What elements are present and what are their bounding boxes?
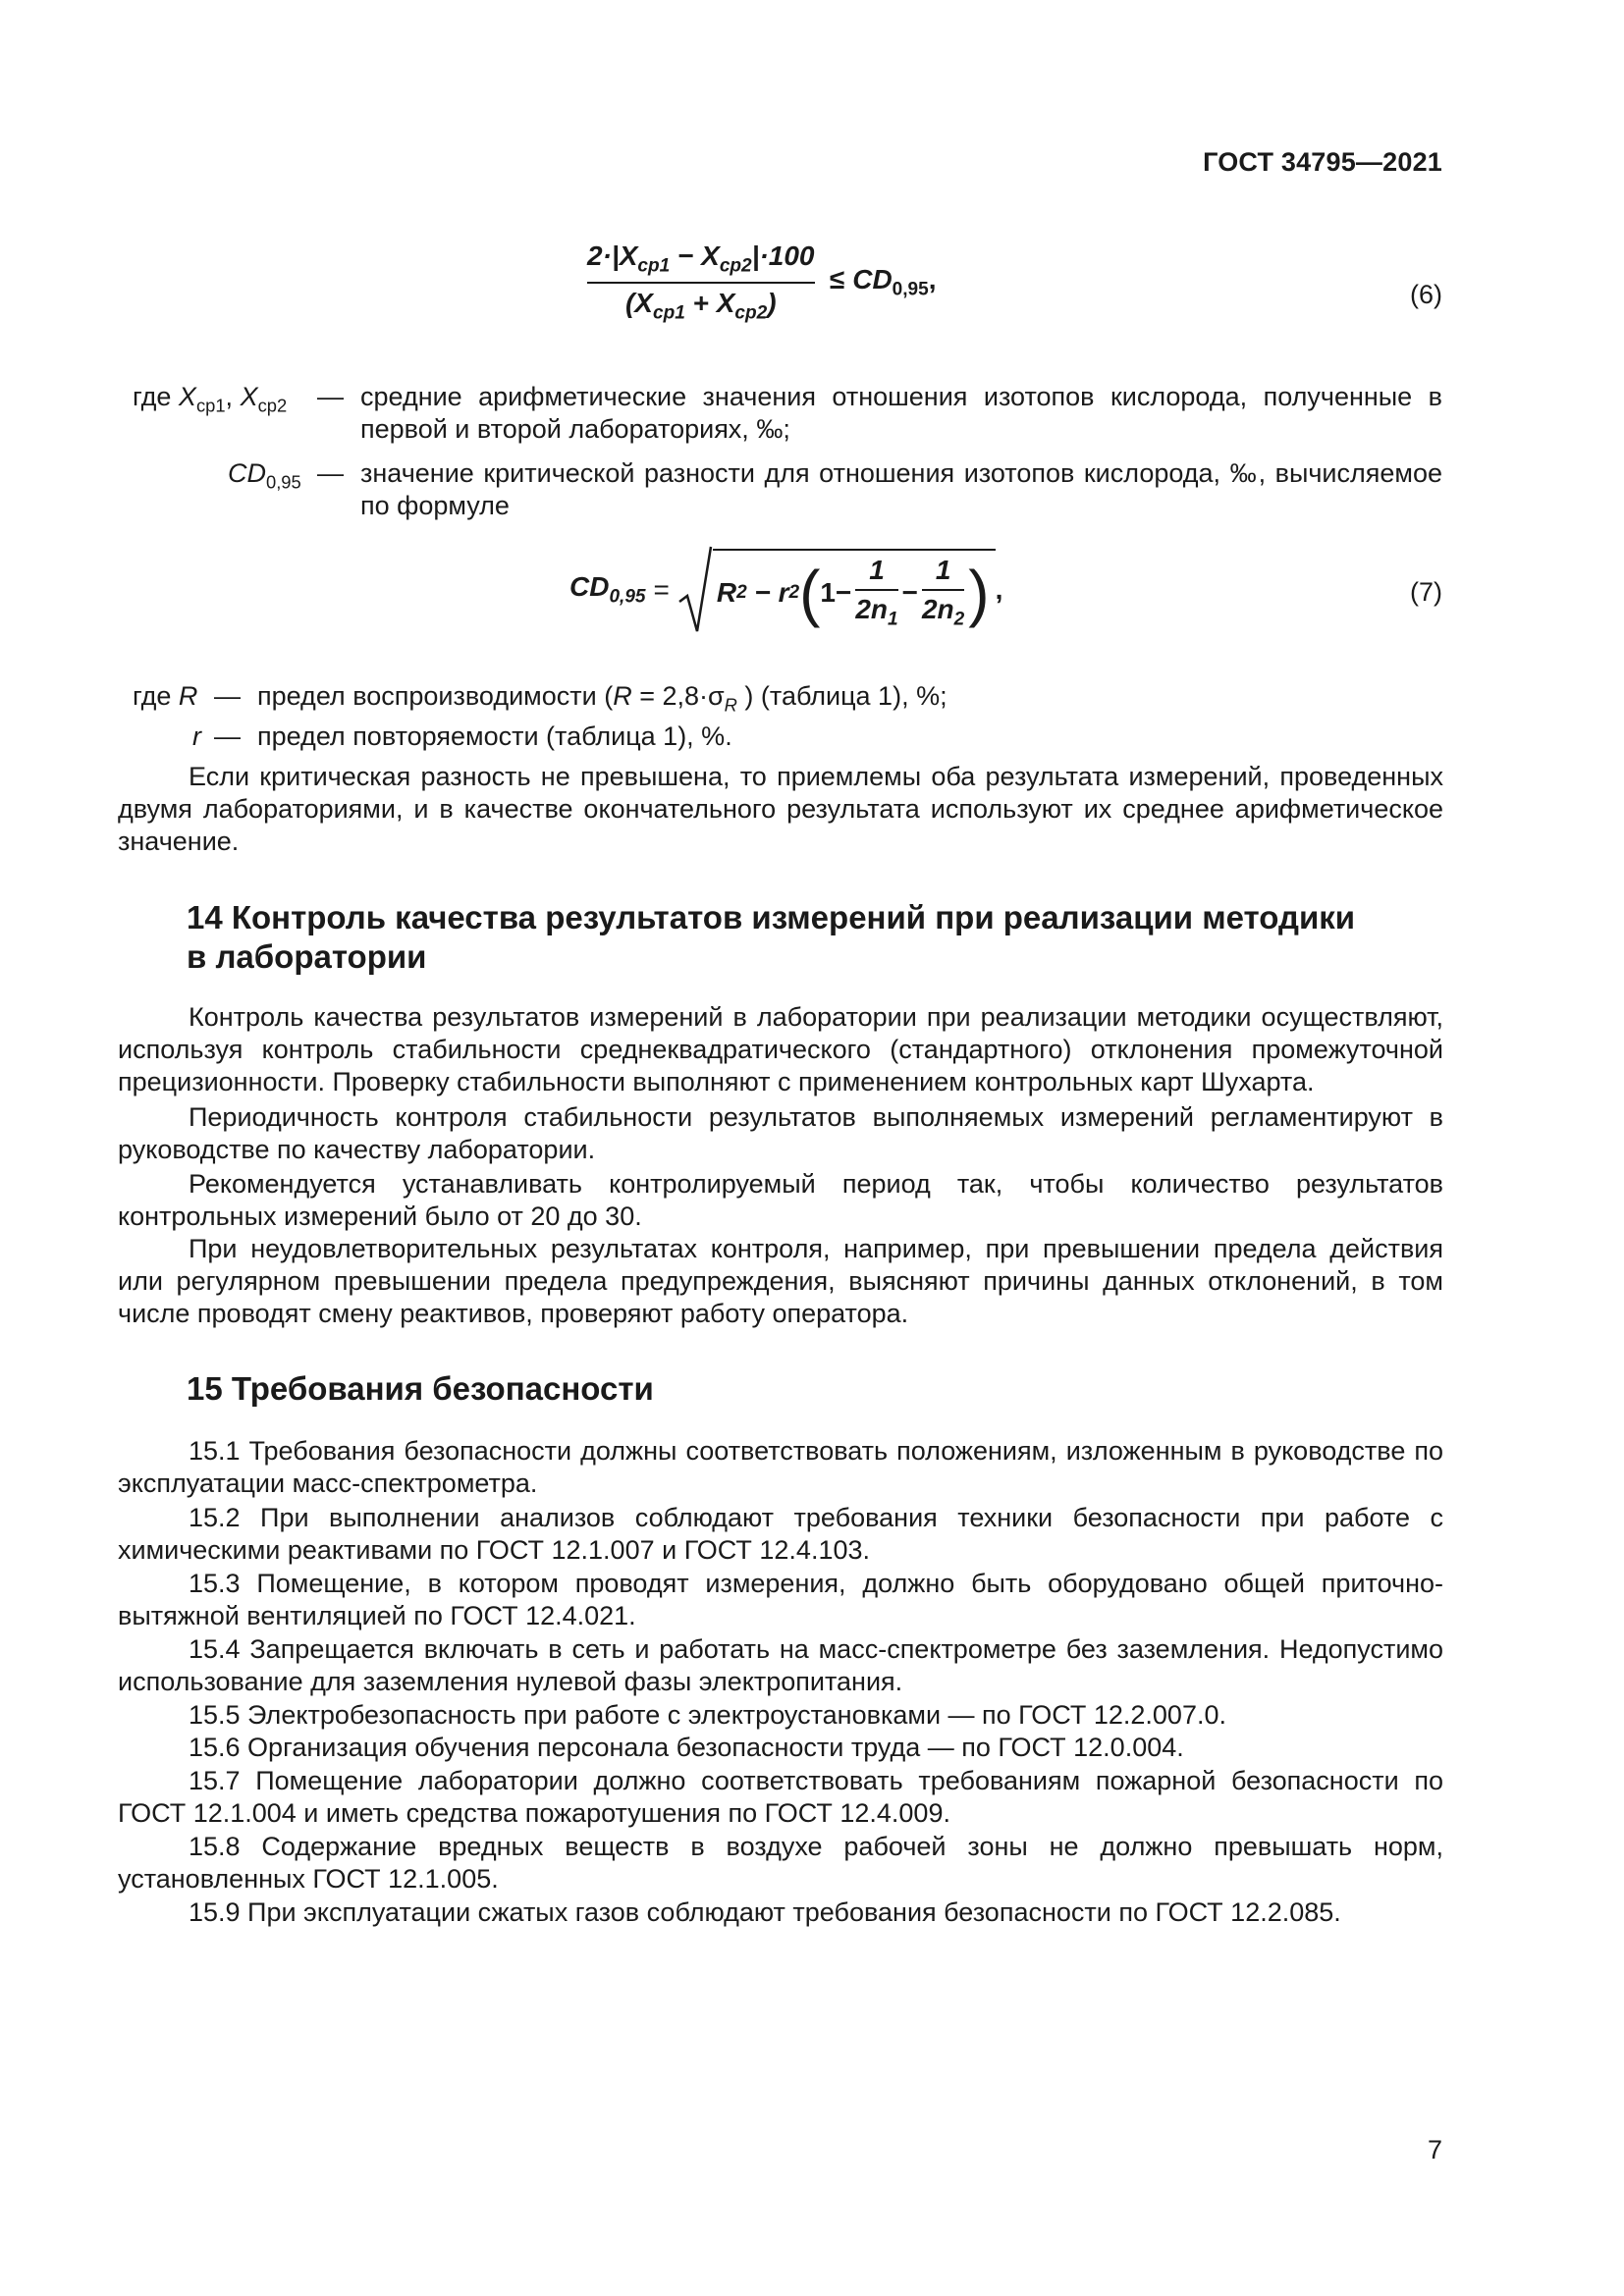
section-14-paragraph-4: При неудовлетворительных результатах контроля, например, при превышении предела действия или регулярном превышении предела предупреждения, выясняют причины данных отклонений, в том числе проводят смену реактивов, проверяют работу оператора. (118, 1234, 1443, 1328)
section-15-item-6: 15.6 Организация обучения персонала безопасности труда — по ГОСТ 12.0.004. (189, 1733, 1184, 1762)
sqrt-expression: R 2 − r 2 ( 1− 1 $2n_1$ − 1 $2n_2$ ) (677, 545, 996, 635)
paragraph-critical-difference: Если критическая разность не превышена, то приемлемы оба результата измерений, проведенных двумя лабораториями, и в качестве окончательного результата используют их среднее арифметическое значение. (118, 762, 1443, 856)
definition-text: значение критической разности для отношения изотопов кислорода, ‰, вычисляемое по формуле (360, 458, 1442, 520)
equation-number-7: (7) (1410, 577, 1442, 607)
definition-term: где $X_{ср1}$, $X_{ср2}$ (133, 382, 288, 416)
definition-term: r (192, 721, 201, 751)
section-15-item-4: 15.4 Запрещается включать в сеть и работать на масс-спектрометре без заземления. Недопустимо использование для заземления нулевой фазы электропитания. (118, 1634, 1443, 1696)
section-14-paragraph-1: Контроль качества результатов измерений в лаборатории при реализации методики осуществляют, используя контроль стабильности среднеквадратического (стандартного) отклонения промежуточной прецизионности. Проверку стабильности выполняют с применением контрольных карт Шухарта. (118, 1002, 1443, 1096)
section-15-item-9: 15.9 При эксплуатации сжатых газов соблюдают требования безопасности по ГОСТ 12.2.085. (189, 1897, 1341, 1927)
definition-xcp (0, 381, 1624, 450)
section-15-item-2: 15.2 При выполнении анализов соблюдают требования техники безопасности при работе с химическими реактивами по ГОСТ 12.1.007 и ГОСТ 12.4.103. (118, 1503, 1443, 1565)
definition-text: средние арифметические значения отношения изотопов кислорода, полученные в первой и второй лабораториях, ‰; (360, 382, 1442, 444)
section-14-paragraph-3: Рекомендуется устанавливать контролируемый период так, чтобы количество результатов контрольных измерений было от 20 до 30. (118, 1169, 1443, 1231)
definition-r-lower (0, 721, 1624, 755)
formula-6: $\frac{2\cdot|X_{ср1} - X_{ср2}|\cdot 100}{(X_{ср1} + X_{ср2})}$ ≤ $CD_{0,95}$, (587, 240, 937, 324)
definition-term: $CD_{0,95}$ (228, 458, 301, 493)
section-14-paragraph-2: Периодичность контроля стабильности результатов выполняемых измерений регламентируют в руководстве по качеству лаборатории. (118, 1102, 1443, 1164)
definition-dash: — (214, 681, 241, 711)
definition-dash: — (214, 721, 241, 751)
section-15-item-5: 15.5 Электробезопасность при работе с электроустановками — по ГОСТ 12.2.007.0. (189, 1700, 1226, 1730)
section-14-heading: 14 Контроль качества результатов измерений при реализации методики в лаборатории (187, 899, 1356, 975)
section-15-heading: 15 Требования безопасности (187, 1370, 654, 1407)
section-15-item-1: 15.1 Требования безопасности должны соответствовать положениям, изложенным в руководстве по эксплуатации масс-спектрометра. (118, 1436, 1443, 1498)
sqrt-icon (677, 545, 713, 635)
document-header: ГОСТ 34795—2021 (1203, 147, 1442, 177)
definition-dash: — (317, 458, 344, 488)
equation-number-6: (6) (1410, 280, 1442, 309)
definition-text: предел воспроизводимости ($R = 2,8\cdot\sigma_R$ ) (таблица 1), %; (257, 681, 947, 716)
formula-6-fraction: $\frac{2\cdot|X_{ср1} - X_{ср2}|\cdot 100}{(X_{ср1} + X_{ср2})}$ (587, 240, 815, 324)
definition-dash: — (317, 382, 344, 411)
section-15-item-8: 15.8 Содержание вредных веществ в воздухе рабочей зоны не должно превышать норм, установленных ГОСТ 12.1.005. (118, 1832, 1443, 1894)
formula-7: $CD_{0,95}$ = R 2 − r 2 ( 1− 1 $2n_1$ − 1 $2n_2$ ) , (569, 545, 1002, 635)
definition-term: где R (133, 681, 198, 711)
section-15-item-3: 15.3 Помещение, в котором проводят измерения, должно быть оборудовано общей приточно-вытяжной вентиляцией по ГОСТ 12.4.021. (118, 1569, 1443, 1630)
section-15-item-7: 15.7 Помещение лаборатории должно соответствовать требованиям пожарной безопасности по ГОСТ 12.1.004 и иметь средства пожаротушения по ГОСТ 12.4.009. (118, 1766, 1443, 1828)
definition-text: предел повторяемости (таблица 1), %. (257, 721, 732, 751)
definition-r-upper (0, 680, 1624, 715)
page-number: 7 (1427, 2135, 1442, 2164)
definition-cd (0, 457, 1624, 526)
